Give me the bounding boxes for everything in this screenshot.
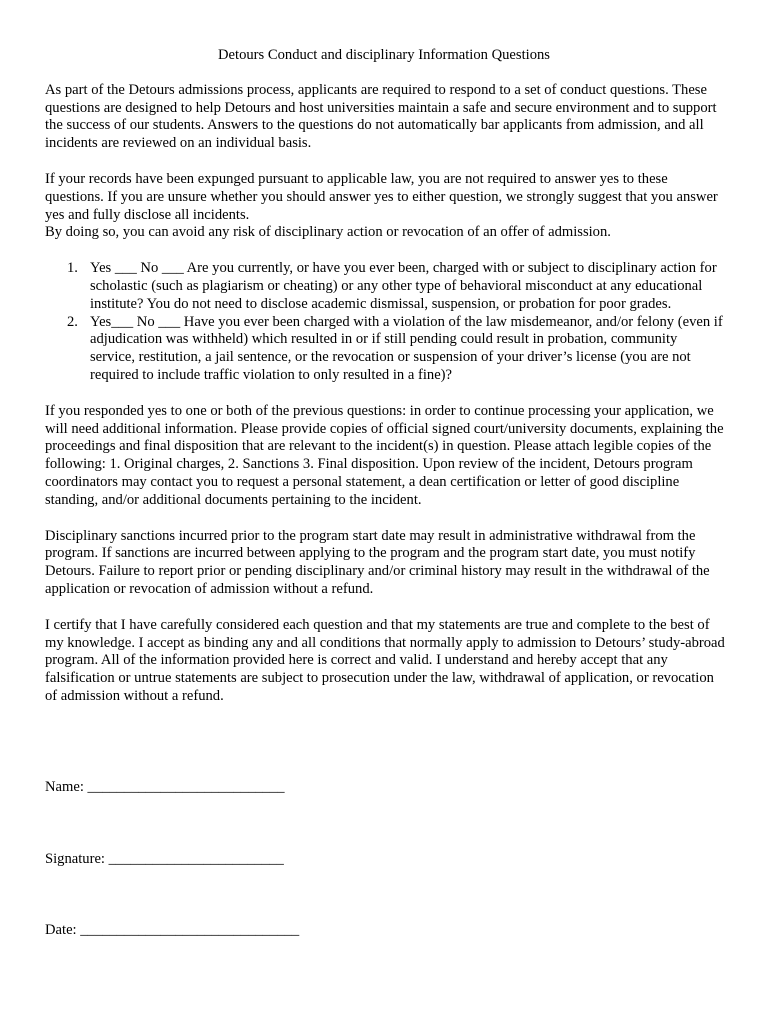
avoid-risk-paragraph: By doing so, you can avoid any risk of disciplinary action or revocation of an offer of admission. [45,224,611,241]
question-number: 2. [67,313,78,330]
question-item [45,260,725,313]
additional-info-paragraph: If you responded yes to one or both of the previous questions: in order to continue processing your application, we will need additional information. Please provide copies of official signed court/university documents, explaining the proceedings and final disposition that are relevant to the incident(s) in question. Please attach legible copies of the following: 1. Original charges, 2. Sanctions 3. Final disposition. Upon review of the incident, Detours program coordinators may contact you to request a personal statement, a dean certification or letter of good discipline standing, and/or additional documents pertaining to the incident. [45,402,724,508]
signature-field: Signature: ________________________ [45,851,284,867]
question-text: Yes___ No ___ Have you ever been charged with a violation of the law misdemeanor, and/or felony (even if adjudication was withheld) which resulted in or if still pending could result in probation, community service, restitution, a jail sentence, or the revocation or suspension of your driver’s license (you are not required to include traffic violation to only resulted in a fine)? [90,313,723,383]
expunged-paragraph: If your records have been expunged pursuant to applicable law, you are not required to answer yes to these questions. If you are unsure whether you should answer yes to either question, we strongly suggest that you answer yes and fully disclose all incidents. [45,170,718,223]
document-page [45,47,725,724]
conduct-questions-list [45,260,725,385]
name-field: Name: ___________________________ [45,779,285,795]
certification-paragraph: I certify that I have carefully considered each question and that my statements are true and complete to the best of my knowledge. I accept as binding any and all conditions that normally apply to admission to Detours’ study-abroad program. All of the information provided here is correct and valid. I understand and hereby accept that any falsification or untrue statements are subject to prosecution under the law, withdrawal of application, or revocation of admission without a refund. [45,616,725,704]
question-item [45,314,725,385]
sanctions-paragraph: Disciplinary sanctions incurred prior to the program start date may result in administrative withdrawal from the program. If sanctions are incurred between applying to the program and the program start date, you must notify Detours. Failure to report prior or pending disciplinary and/or criminal history may result in the withdrawal of the application or revocation of admission without a refund. [45,527,710,597]
question-number: 1. [67,260,78,277]
question-text: Yes ___ No ___ Are you currently, or have you ever been, charged with or subject to disciplinary action for scholastic (such as plagiarism or cheating) or any other type of behavioral misconduct at any educational institute? You do not need to disclose academic dismissal, suspension, or probation for poor grades. [90,260,717,312]
date-field: Date: ______________________________ [45,922,300,938]
intro-paragraph: As part of the Detours admissions process, applicants are required to respond to a set of conduct questions. These questions are designed to help Detours and host universities maintain a safe and secure environment and to support the success of our students. Answers to the questions do not automatically bar applicants from admission, and all incidents are reviewed on an individual basis. [45,81,717,152]
document-title: Detours Conduct and disciplinary Information Questions [218,47,550,63]
